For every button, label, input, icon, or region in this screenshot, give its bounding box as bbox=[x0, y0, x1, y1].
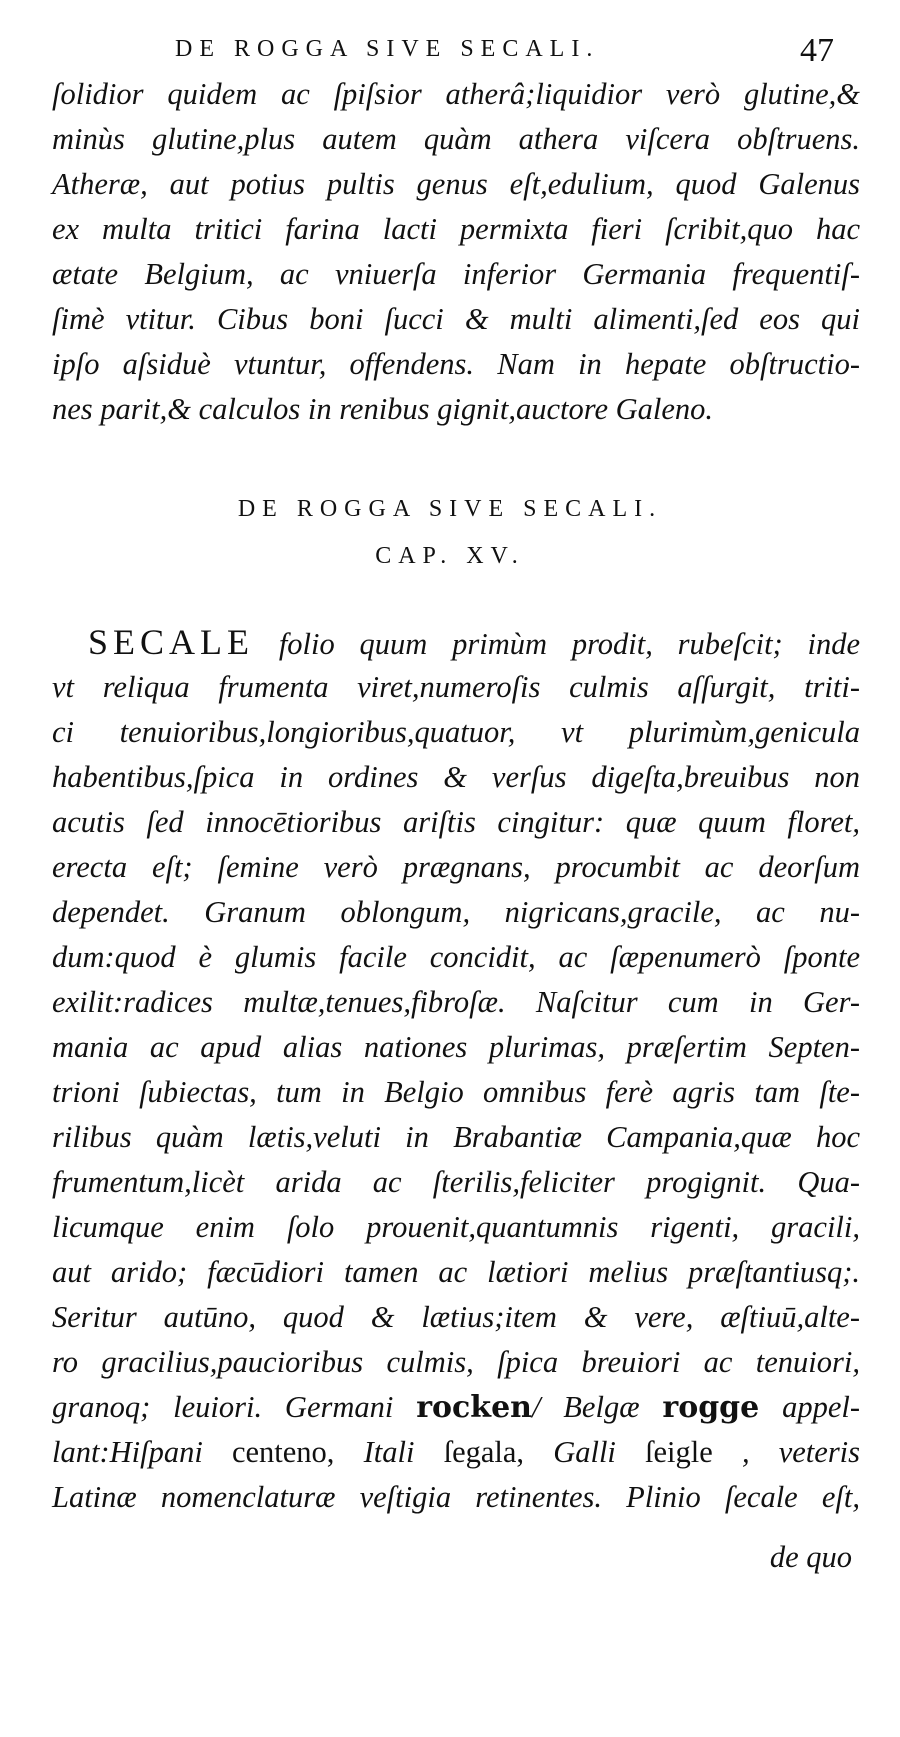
text-line: erecta eſt; ſemine verò prægnans, procumbit ac deorſum bbox=[52, 850, 860, 884]
text-line: frumentum,licèt arida ac ſterilis,feliciter progignit. Qua- bbox=[52, 1165, 860, 1199]
names-post: , veteris bbox=[741, 1435, 861, 1469]
text-line: nes parit,& calculos in renibus gignit,auctore Galeno. bbox=[52, 392, 714, 426]
text-line: rilibus quàm lætis,veluti in Brabantiæ Campania,quæ hoc bbox=[52, 1120, 860, 1154]
text-line: ipſo aſsiduè vtuntur, offendens. Nam in hepate obſtructio- bbox=[52, 347, 860, 381]
dropcap-word: SECALE bbox=[88, 622, 255, 662]
text-line-first bbox=[52, 620, 860, 665]
text-line: vt reliqua frumenta viret,numeroſis culmis aſſurgit, triti- bbox=[52, 670, 860, 704]
text-line: trioni ſubiectas, tum in Belgio omnibus ferè agris tam ſte- bbox=[52, 1075, 860, 1109]
text-line: ro gracilius,paucioribus culmis, ſpica breuiori ac tenuiori, bbox=[52, 1345, 860, 1379]
catchword: de quo bbox=[769, 1540, 852, 1574]
german-word: rocken bbox=[416, 1390, 532, 1425]
text-line: dependet. Granum oblongum, nigricans,gracile, ac nu- bbox=[52, 895, 860, 929]
text-line: ſimè vtitur. Cibus boni ſucci & multi alimenti,ſed eos qui bbox=[52, 302, 860, 336]
text-line-vernacular bbox=[52, 1385, 860, 1430]
text-line: Latinæ nomenclaturæ veſtigia retinentes. Plinio ſecale eſt, bbox=[52, 1480, 860, 1514]
text-line: dum:quod è glumis facile concidit, ac ſæpenumerò ſponte bbox=[52, 940, 860, 974]
text-line: habentibus,ſpica in ordines & verſus digeſta,breuibus non bbox=[52, 760, 860, 794]
names-hispani: Hiſpani bbox=[109, 1435, 203, 1469]
text-line: ex multa tritici farina lacti permixta fieri ſcribit,quo hac bbox=[52, 212, 860, 246]
text-line: ſolidior quidem ac ſpiſsior atherâ;liquidior verò glutine,& bbox=[52, 77, 860, 111]
names-galli: Galli bbox=[553, 1435, 616, 1469]
chapter-body-text bbox=[52, 620, 860, 1520]
page-number: 47 bbox=[800, 32, 834, 69]
text-line: minùs glutine,plus autem quàm athera viſcera obſtruens. bbox=[52, 122, 860, 156]
text-line: Seritur autūno, quod & lætius;item & vere, æſtiuū,alte- bbox=[52, 1300, 860, 1334]
text-line: exilit:radices multæ,tenues,fibroſæ. Naſcitur cum in Ger- bbox=[52, 985, 860, 1019]
first-line-rest: folio quum primùm prodit, rubeſcit; inde bbox=[278, 627, 861, 661]
dutch-word: rogge bbox=[662, 1390, 760, 1425]
text-line: mania ac apud alias nationes plurimas, præſertim Septen- bbox=[52, 1030, 860, 1064]
names-itali: Itali bbox=[363, 1435, 415, 1469]
text-line: acutis ſed innocētioribus ariſtis cingitur: quæ quum floret, bbox=[52, 805, 860, 839]
text-line: ci tenuioribus,longioribus,quatuor, vt plurimùm,genicula bbox=[52, 715, 860, 749]
vernacular-mid: / Belgæ bbox=[531, 1390, 640, 1424]
names-lant: lant: bbox=[52, 1435, 110, 1469]
text-line: licumque enim ſolo prouenit,quantumnis rigenti, gracili, bbox=[52, 1210, 860, 1244]
spanish-word: centeno, bbox=[231, 1435, 335, 1469]
french-word: ſeigle bbox=[645, 1435, 713, 1469]
text-line: Atheræ, aut potius pultis genus eſt,edulium, quod Galenus bbox=[52, 167, 860, 201]
chapter-number: CAP. XV. bbox=[375, 543, 525, 569]
previous-section-text bbox=[52, 72, 860, 432]
vernacular-post: appel- bbox=[782, 1390, 861, 1424]
chapter-title: DE ROGGA SIVE SECALI. bbox=[237, 496, 663, 522]
italian-word: ſegala, bbox=[443, 1435, 525, 1469]
vernacular-pre: granoq; leuiori. Germani bbox=[52, 1390, 394, 1424]
text-line-names bbox=[52, 1430, 860, 1475]
running-title: DE ROGGA SIVE SECALI. bbox=[175, 36, 600, 62]
running-head bbox=[0, 32, 900, 72]
text-line: aut arido; fæcūdiori tamen ac lætiori melius præſtantiusq;. bbox=[52, 1255, 860, 1289]
text-line: ætate Belgium, ac vniuerſa inferior Germania frequentiſ- bbox=[52, 257, 860, 291]
